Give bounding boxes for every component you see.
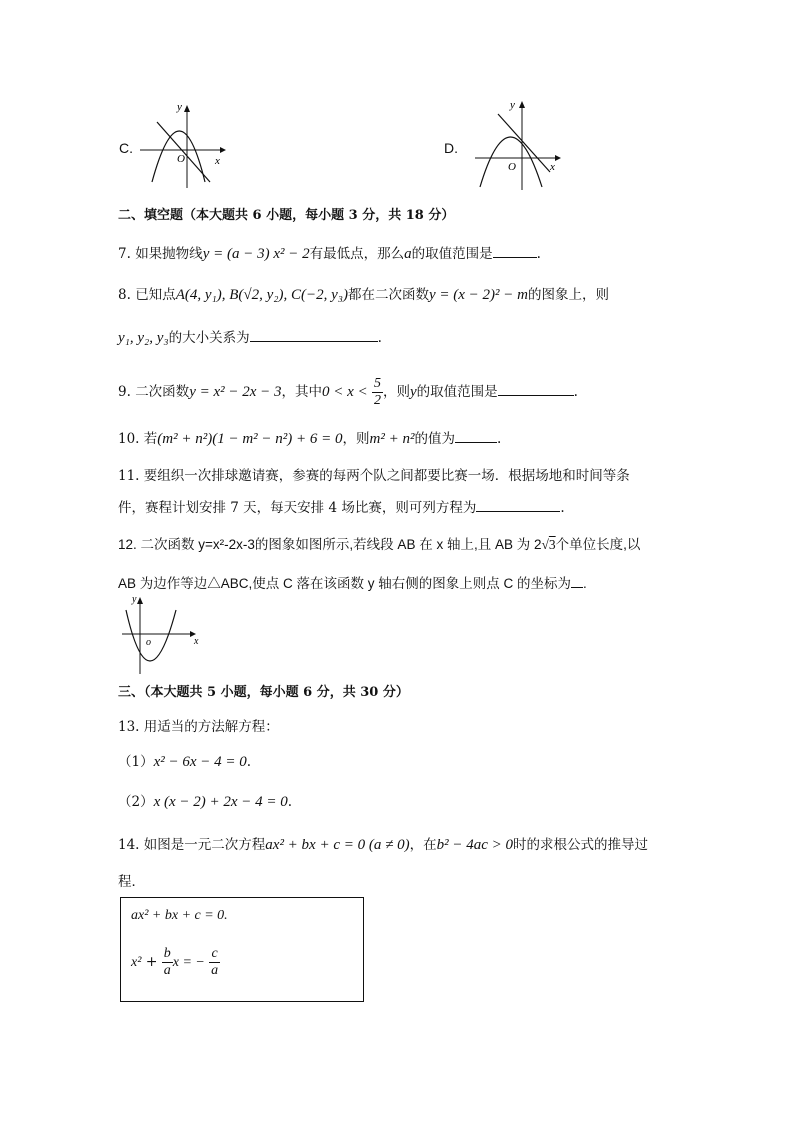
q9 — [118, 376, 578, 409]
q14-text-c: 时的求根公式的推导过 — [513, 837, 648, 853]
q10-text-b: ，则 — [342, 431, 370, 447]
box-x2: x² — [131, 955, 142, 970]
q11-num: 11. — [118, 468, 140, 484]
q9-fraction — [372, 376, 383, 409]
q7 — [118, 243, 541, 264]
d-x-label: x — [550, 161, 555, 173]
q12-answer-blank[interactable] — [571, 573, 583, 588]
q12-y-label: y — [132, 594, 137, 605]
q9-frac-den: 2 — [373, 393, 381, 408]
q14-num: 14. — [118, 837, 140, 853]
q7-end: . — [536, 246, 541, 262]
q8-text-c: 的图象上，则 — [527, 287, 609, 303]
q11-line2 — [118, 497, 565, 518]
q10-answer-blank[interactable] — [455, 428, 497, 443]
box-frac-a2: a — [211, 963, 219, 978]
box-frac-b: b — [163, 946, 171, 961]
q10 — [118, 428, 501, 449]
q9-text-b: ，其中 — [281, 384, 323, 400]
q7-answer-blank[interactable] — [493, 243, 537, 258]
derivation-box — [120, 897, 364, 1002]
c-x-label: x — [215, 155, 220, 167]
q7-text-b: 有最低点，那么 — [309, 246, 405, 262]
q7-num: 7. — [118, 246, 131, 262]
q9-end: . — [573, 384, 578, 400]
box-frac-a: a — [163, 963, 171, 978]
q8-answer-blank[interactable] — [250, 327, 378, 342]
q7-formula: y = (a − 3) x² − 2 — [202, 246, 310, 262]
q8-formula: y = (x − 2)² − m — [428, 287, 528, 303]
q9-answer-blank[interactable] — [498, 381, 574, 396]
q11-line1: 要组织一次排球邀请赛，参赛的每两个队之间都要比赛一场．根据场地和时间等条 — [143, 468, 630, 484]
d-y-label: y — [510, 99, 515, 111]
q12 — [118, 535, 640, 555]
q9-range: 0 < x < — [322, 384, 368, 400]
q14-line2: 程． — [118, 874, 145, 890]
box-line1: ax² + bx + c = 0. — [131, 908, 228, 923]
q13-part2 — [118, 792, 292, 812]
q10-num: 10. — [118, 431, 140, 447]
q8-text-b: 都在二次函数 — [347, 287, 429, 303]
q10-formula: (m² + n²)(1 − m² − n²) + 6 = 0 — [157, 431, 343, 447]
q14-formula: ax² + bx + c = 0 (a ≠ 0) — [265, 837, 410, 853]
q8 — [118, 285, 609, 305]
q9-num: 9. — [118, 384, 131, 400]
q12-x-label: x — [194, 636, 199, 647]
d-origin-label: O — [508, 161, 516, 173]
option-d-label: D. — [444, 140, 458, 156]
q9-formula: y = x² − 2x − 3 — [189, 384, 282, 400]
q8-points: A(4, y₁), B(√2, y₂), C(−2, y₃) — [175, 287, 348, 303]
q7-text-a: 如果抛物线 — [135, 246, 203, 262]
q10-expr: m² + n² — [369, 431, 415, 447]
q14-condition: b² − 4ac > 0 — [436, 837, 513, 853]
q13-p2-end: . — [287, 794, 293, 810]
q7-var: a — [404, 246, 412, 262]
q12-line2 — [118, 573, 587, 594]
q13-part1 — [118, 752, 251, 772]
q13-p1-formula: x² − 6x − 4 = 0 — [153, 754, 247, 770]
q12-sqrt-value: 3 — [548, 537, 556, 552]
q8-text-d: 的大小关系为 — [168, 330, 250, 346]
q13-num: 13. — [118, 719, 140, 735]
q12-sqrt: √3 — [541, 537, 556, 552]
q8-end: . — [377, 330, 382, 346]
section3-heading: 三、（本大题共 5 小题，每小题 6 分，共 30 分） — [118, 685, 409, 700]
q12-num: 12. — [118, 537, 137, 552]
q10-end: . — [496, 431, 502, 447]
q7-text-c: 的取值范围是 — [411, 246, 493, 262]
c-origin-label: O — [177, 153, 185, 165]
q12-line1-b: 个单位长度,以 — [555, 537, 641, 552]
q11 — [118, 466, 630, 486]
q11-end: . — [560, 500, 565, 516]
q13-text: 用适当的方法解方程： — [143, 719, 279, 735]
q13-p1-end: . — [246, 754, 252, 770]
q14-text-b: ，在 — [409, 837, 437, 853]
q8-num: 8. — [118, 287, 131, 303]
q8-text-a: 已知点 — [135, 287, 176, 303]
q12-line2-text: AB 为边作等边△ABC,使点 C 落在该函数 y 轴右侧的图象上则点 C 的坐标为 — [118, 576, 572, 591]
option-c-label: C. — [119, 140, 133, 156]
box-plus: + — [145, 954, 158, 970]
q9-text-d: 的取值范围是 — [416, 384, 498, 400]
section2-heading: 二、填空题（本大题共 6 小题，每小题 3 分，共 18 分） — [118, 208, 455, 223]
c-y-label: y — [177, 101, 182, 113]
q9-frac-num: 5 — [373, 376, 381, 391]
q9-var: y — [409, 384, 417, 400]
q9-text-c: ，则 — [382, 384, 410, 400]
option-d-graph — [470, 92, 570, 192]
q11-line2-text: 件，赛程计划安排 7 天，每天安排 4 场比赛，则可列方程为 — [118, 500, 477, 516]
box-frac-b-a — [162, 946, 173, 979]
q10-text-a: 若 — [143, 431, 158, 447]
q8-vars: y₁, y₂, y₃ — [118, 330, 169, 346]
q13-p1-label: （1） — [118, 754, 154, 770]
box-line2 — [131, 946, 220, 979]
q8-line2 — [118, 327, 382, 348]
q13 — [118, 717, 279, 737]
q13-p2-label: （2） — [118, 794, 154, 810]
q9-text-a: 二次函数 — [135, 384, 190, 400]
q12-end: . — [583, 576, 587, 591]
option-c-graph — [135, 100, 235, 190]
q13-p2-formula: x (x − 2) + 2x − 4 = 0 — [153, 794, 288, 810]
q12-origin-label: o — [146, 637, 151, 648]
box-frac-c: c — [209, 946, 220, 963]
q12-line1-a: 二次函数 y=x²-2x-3的图象如图所示,若线段 AB 在 x 轴上,且 AB 为 2 — [140, 537, 542, 552]
q11-answer-blank[interactable] — [476, 497, 560, 512]
q12-graph — [118, 592, 202, 676]
q10-text-c: 的值为 — [414, 431, 455, 447]
q14 — [118, 835, 648, 855]
box-frac-c-a — [209, 946, 220, 979]
q14-text-a: 如图是一元二次方程 — [143, 837, 266, 853]
box-x-eq: x = − — [172, 955, 205, 970]
